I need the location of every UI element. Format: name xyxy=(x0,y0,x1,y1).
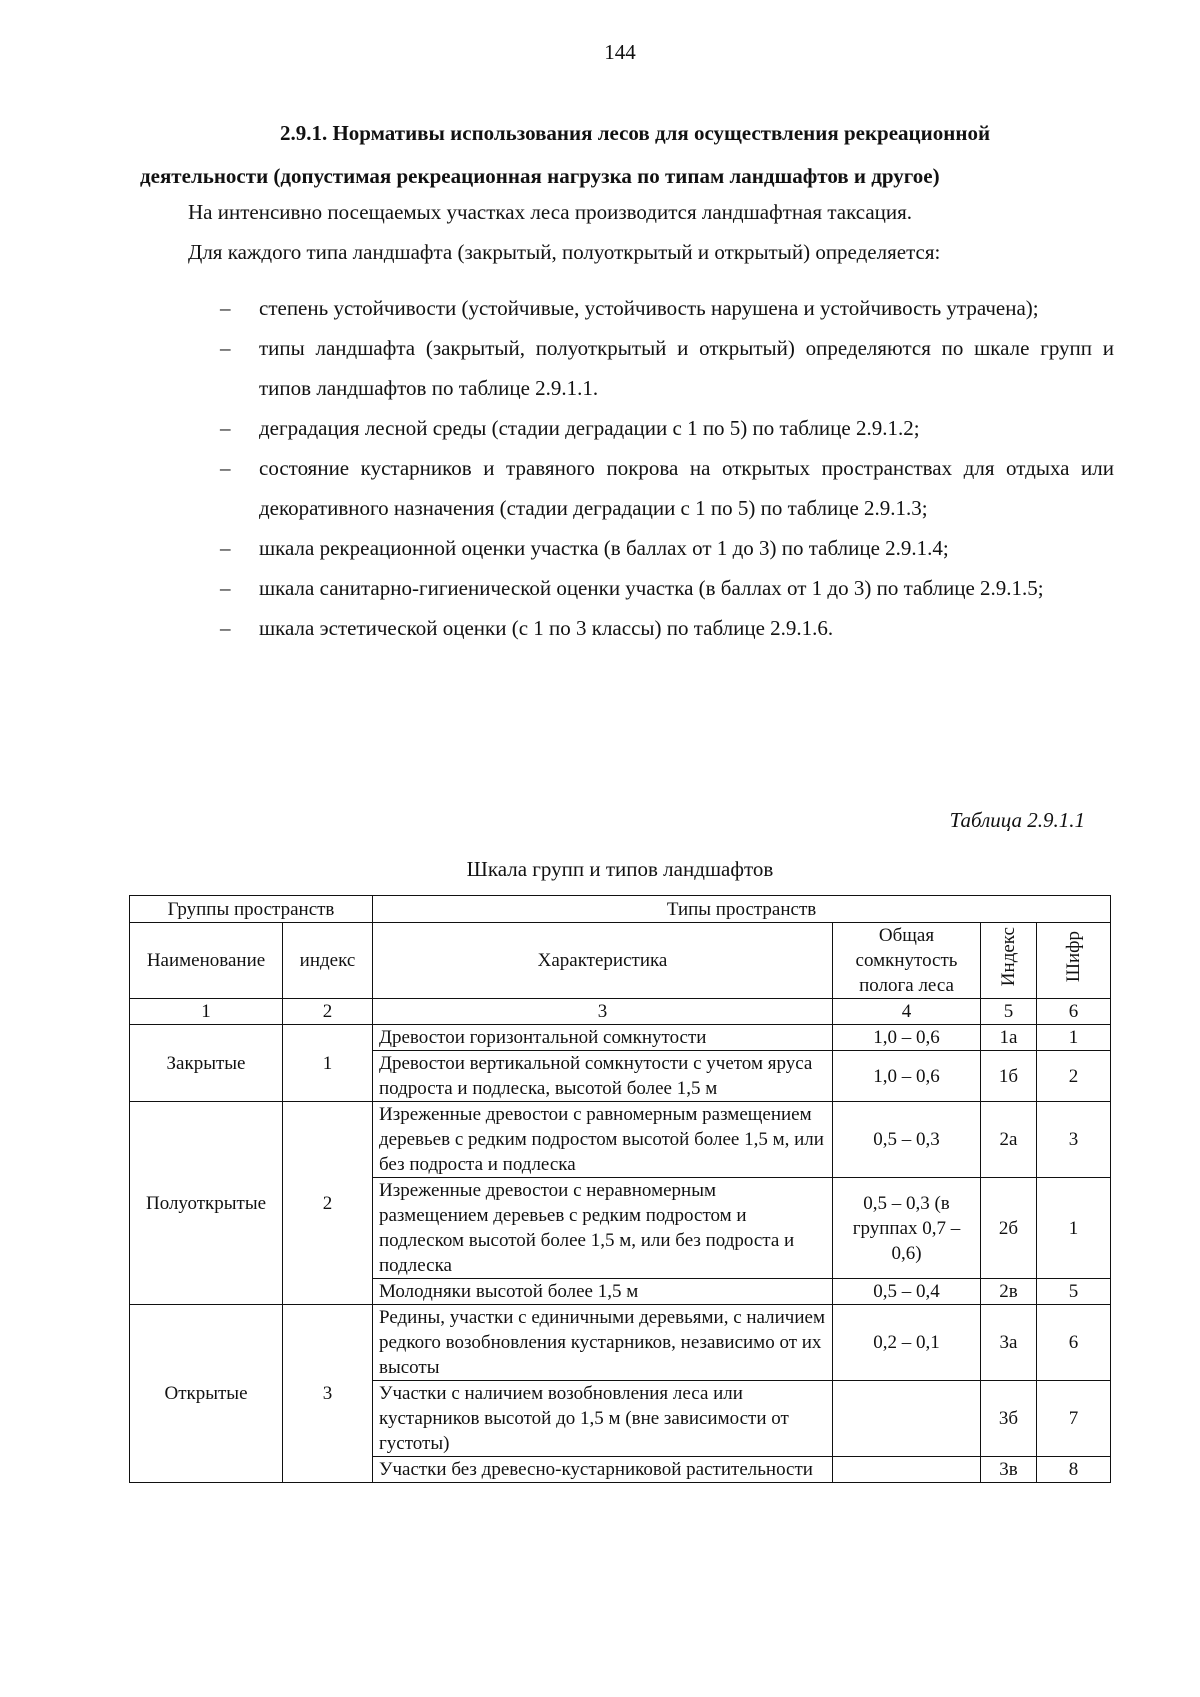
type-index-cell: 3а xyxy=(981,1305,1037,1381)
type-index-cell: 1а xyxy=(981,1025,1037,1051)
section-heading-line-1: 2.9.1. Нормативы использования лесов для осуществления рекреационной xyxy=(279,121,991,145)
canopy-cell xyxy=(833,1381,981,1457)
column-number: 6 xyxy=(1037,999,1111,1025)
list-item: – состояние кустарников и травяного покрова на открытых пространствах для отдыха или декоративного назначения (стадии деградации с 1 по 5) по таблице 2.9.1.3; xyxy=(220,448,1114,528)
table-row xyxy=(130,1102,1111,1178)
group-index: 3 xyxy=(283,1305,373,1483)
type-index-cell: 3б xyxy=(981,1381,1037,1457)
column-number: 3 xyxy=(373,999,833,1025)
group-name: Закрытые xyxy=(130,1025,283,1102)
canopy-cell xyxy=(833,1457,981,1483)
page-number: 144 xyxy=(604,40,636,64)
code-cell: 1 xyxy=(1037,1178,1111,1279)
code-cell: 6 xyxy=(1037,1305,1111,1381)
type-index-cell: 2в xyxy=(981,1279,1037,1305)
type-index-cell: 3в xyxy=(981,1457,1037,1483)
list-item: – шкала эстетической оценки (с 1 по 3 классы) по таблице 2.9.1.6. xyxy=(220,608,1114,648)
intro-paragraph-2: Для каждого типа ландшафта (закрытый, полуоткрытый и открытый) определяется: xyxy=(188,240,941,264)
header-index-vertical-label: Индекс xyxy=(998,927,1019,987)
canopy-cell: 1,0 – 0,6 xyxy=(833,1025,981,1051)
code-cell: 1 xyxy=(1037,1025,1111,1051)
column-number: 4 xyxy=(833,999,981,1025)
header-canopy: Общая сомкнутость полога леса xyxy=(833,923,981,999)
type-index-cell: 2б xyxy=(981,1178,1037,1279)
group-index: 2 xyxy=(283,1102,373,1305)
list-item: – шкала рекреационной оценки участка (в баллах от 1 до 3) по таблице 2.9.1.4; xyxy=(220,528,1114,568)
intro-paragraph-1: На интенсивно посещаемых участках леса производится ландшафтная таксация. xyxy=(188,200,913,224)
table-header-row xyxy=(130,896,1111,923)
canopy-cell: 0,5 – 0,4 xyxy=(833,1279,981,1305)
characteristic-cell: Участки с наличием возобновления леса или кустарников высотой до 1,5 м (вне зависимости от густоты) xyxy=(373,1381,833,1457)
code-cell: 3 xyxy=(1037,1102,1111,1178)
header-name: Наименование xyxy=(130,923,283,999)
column-number-row xyxy=(130,999,1111,1025)
table-title: Шкала групп и типов ландшафтов xyxy=(466,857,774,881)
criteria-list xyxy=(220,288,1114,648)
header-index: индекс xyxy=(283,923,373,999)
list-item: – шкала санитарно-гигиенической оценки участка (в баллах от 1 до 3) по таблице 2.9.1.5; xyxy=(220,568,1114,608)
list-item: – деградация лесной среды (стадии деградации с 1 по 5) по таблице 2.9.1.2; xyxy=(220,408,1114,448)
column-number: 1 xyxy=(130,999,283,1025)
group-index: 1 xyxy=(283,1025,373,1102)
landscape-types-table xyxy=(129,895,1111,1483)
header-types: Типы пространств xyxy=(373,896,1111,923)
characteristic-cell: Изреженные древостои с неравномерным размещением деревьев с редким подростом и подлеском высотой более 1,5 м, или без подроста и подлеска xyxy=(373,1178,833,1279)
type-index-cell: 2а xyxy=(981,1102,1037,1178)
characteristic-cell: Древостои вертикальной сомкнутости с учетом яруса подроста и подлеска, высотой более 1,5 м xyxy=(373,1051,833,1102)
characteristic-cell: Изреженные древостои с равномерным размещением деревьев с редким подростом высотой более 1,5 м, или без подроста и подлеска xyxy=(373,1102,833,1178)
group-name: Открытые xyxy=(130,1305,283,1483)
characteristic-cell: Молодняки высотой более 1,5 м xyxy=(373,1279,833,1305)
code-cell: 2 xyxy=(1037,1051,1111,1102)
header-index-vertical xyxy=(981,923,1037,999)
header-code-vertical xyxy=(1037,923,1111,999)
header-groups: Группы пространств xyxy=(130,896,373,923)
header-characteristic: Характеристика xyxy=(373,923,833,999)
column-number: 5 xyxy=(981,999,1037,1025)
characteristic-cell: Участки без древесно-кустарниковой растительности xyxy=(373,1457,833,1483)
code-cell: 5 xyxy=(1037,1279,1111,1305)
canopy-cell: 1,0 – 0,6 xyxy=(833,1051,981,1102)
table-number: Таблица 2.9.1.1 xyxy=(949,808,1085,832)
group-name: Полуоткрытые xyxy=(130,1102,283,1305)
list-item: – типы ландшафта (закрытый, полуоткрытый и открытый) определяются по шкале групп и типов ландшафтов по таблице 2.9.1.1. xyxy=(220,328,1114,408)
column-number: 2 xyxy=(283,999,373,1025)
type-index-cell: 1б xyxy=(981,1051,1037,1102)
section-heading xyxy=(140,112,1090,198)
code-cell: 7 xyxy=(1037,1381,1111,1457)
characteristic-cell: Редины, участки с единичными деревьями, с наличием редкого возобновления кустарников, независимо от их высоты xyxy=(373,1305,833,1381)
section-heading-line-2: деятельности (допустимая рекреационная нагрузка по типам ландшафтов и другое) xyxy=(140,164,940,188)
canopy-cell: 0,2 – 0,1 xyxy=(833,1305,981,1381)
header-code-vertical-label: Шифр xyxy=(1063,931,1085,983)
table-header-row xyxy=(130,923,1111,999)
canopy-cell: 0,5 – 0,3 (в группах 0,7 – 0,6) xyxy=(833,1178,981,1279)
canopy-cell: 0,5 – 0,3 xyxy=(833,1102,981,1178)
characteristic-cell: Древостои горизонтальной сомкнутости xyxy=(373,1025,833,1051)
list-item: – степень устойчивости (устойчивые, устойчивость нарушена и устойчивость утрачена); xyxy=(220,288,1114,328)
table-row xyxy=(130,1305,1111,1381)
table-row xyxy=(130,1025,1111,1051)
code-cell: 8 xyxy=(1037,1457,1111,1483)
